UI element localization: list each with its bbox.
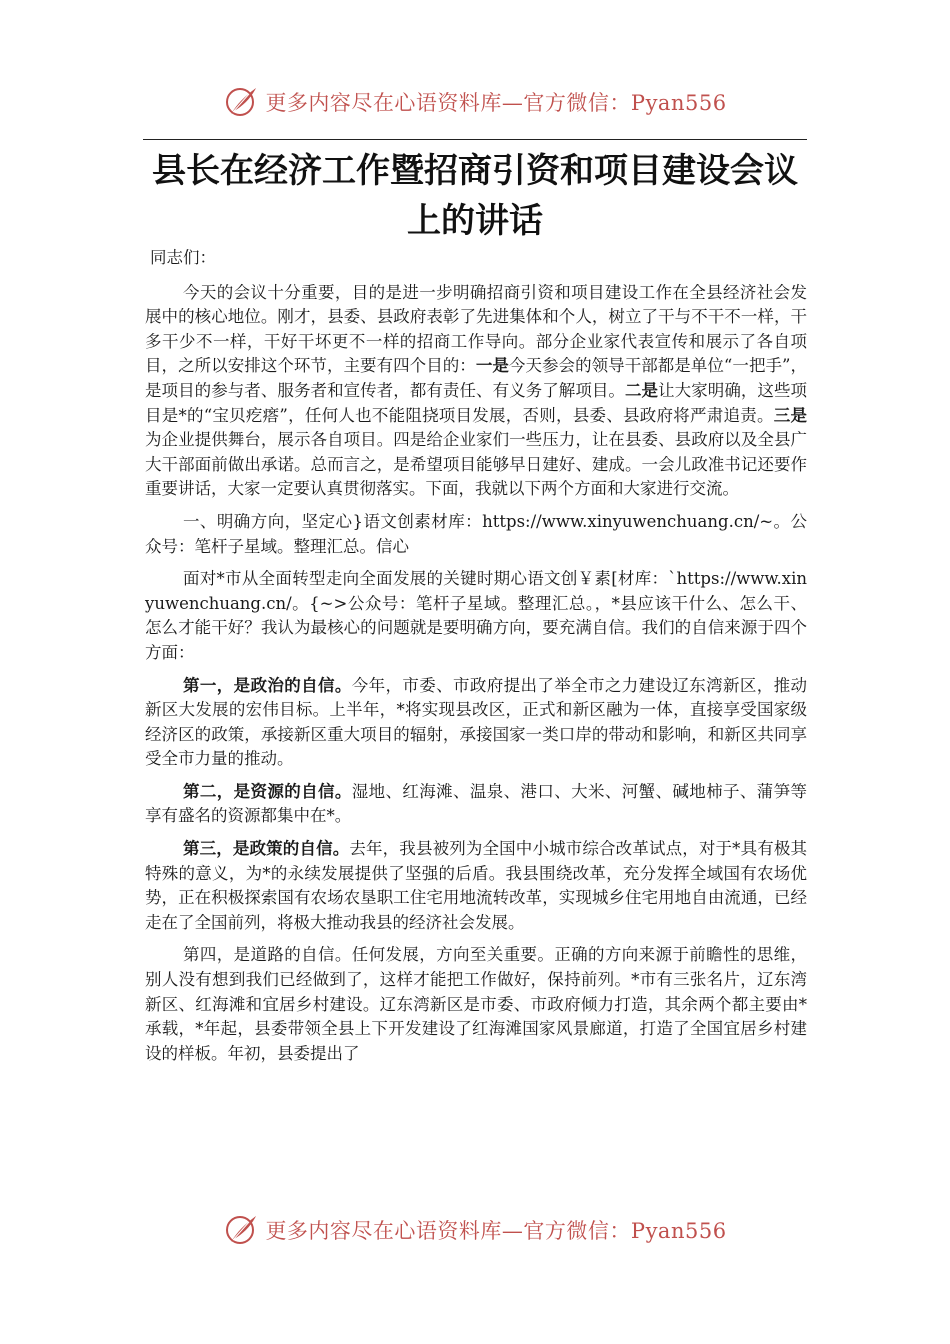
- paragraph-policy-confidence: [145, 837, 807, 935]
- point-one-lead: 一是: [475, 356, 509, 376]
- paragraph-political-confidence: [145, 674, 807, 772]
- watermark-text: 更多内容尽在心语资料库—官方微信：Pyan556: [265, 91, 727, 115]
- section-heading-1: 一、明确方向，坚定心}语文创素材库：https://www.xinyuwenchuang.cn/~。公众号：笔杆子星域。整理汇总。信心: [145, 511, 807, 556]
- watermark-text: 更多内容尽在心语资料库—官方微信：Pyan556: [265, 1219, 727, 1243]
- point-two-lead: 二是: [625, 380, 659, 400]
- paragraph-resource-confidence: [145, 780, 807, 829]
- intro-text-4: 为企业提供舞台，展示各自项目。四是给企业家们一些压力，让在县委、县政府以及全县广大干部面前做出承诺。总而言之，是希望项目能够早日建好、建成。一会儿政准书记还要作重要讲话，大家一定要认真贯彻落实。下面，我就以下两个方面和大家进行交流。: [145, 430, 807, 499]
- footer-watermark: [0, 1210, 950, 1250]
- paragraph-intro: [145, 281, 807, 502]
- greeting: 同志们：: [149, 248, 216, 267]
- political-text: 今年，市委、市政府提出了举全市之力建设辽东湾新区，推动新区大发展的宏伟目标。上半年，*将实现县改区，正式和新区融为一体，直接享受国家级经济区的政策，承接新区重大项目的辐射，承接国家一类口岸的带动和影响，和新区共同享受全市力量的推动。: [145, 675, 808, 769]
- document-body: [145, 246, 807, 1074]
- intro-text-1: 今天的会议十分重要，目的是进一步明确招商引资和项目建设工作在全县经济社会发展中的核心地位。刚才，县委、县政府表彰了先进集体和个人，树立了干与不干不一样，干多干少不一样，干好干坏更不一样的招商工作导向。部分企业家代表宣传和展示了各自项目，之所以安排这个环节，主要有四个目的：: [145, 282, 807, 376]
- policy-lead: 第三，是政策的自信。: [182, 839, 350, 859]
- resource-text: 湿地、红海滩、温泉、港口、大米、河蟹、碱地柿子、蒲笋等享有盛名的资源都集中在*。: [145, 781, 808, 826]
- policy-text: 去年，我县被列为全国中小城市综合改革试点，对于*具有极其特殊的意义，为*的永续发展提供了坚强的后盾。我县围绕改革，充分发挥全域国有农场优势，正在积极探索国有农场农垦职工住宅用地流转改革，实现城乡住宅用地自由流通，已经走在了全国前列，将极大推动我县的经济社会发展。: [145, 839, 808, 932]
- feather-pen-logo-icon: [223, 84, 259, 120]
- title-divider: [143, 139, 807, 140]
- point-three-lead: 三是: [773, 405, 807, 425]
- resource-lead: 第二，是资源的自信。: [182, 781, 352, 801]
- header-watermark: [0, 82, 950, 122]
- political-lead: 第一，是政治的自信。: [182, 675, 352, 695]
- feather-pen-logo-icon: [223, 1212, 259, 1248]
- intro-text-2: 今天参会的领导干部都是单位“一把手”，是项目的参与者、服务者和宣传者，都有责任、有义务了解项目。: [145, 356, 808, 400]
- paragraph-direction: 面对*市从全面转型走向全面发展的关键时期心语文创￥素[材库：`https://www.xinyuwenchuang.cn/。{~>公众号：笔杆子星域。整理汇总。，*县应该干什么、怎么干、怎么才能干好？我认为最核心的问题就是要明确方向，要充满自信。我们的自信来源于四个方面：: [145, 569, 807, 662]
- paragraph-path-confidence: 第四，是道路的自信。任何发展，方向至关重要。正确的方向来源于前瞻性的思维，别人没有想到我们已经做到了，这样才能把工作做好，保持前列。*市有三张名片，辽东湾新区、红海滩和宜居乡村建设。辽东湾新区是市委、市政府倾力打造，其余两个都主要由*承载，*年起，县委带领全县上下开发建设了红海滩国家风景廊道，打造了全国宜居乡村建设的样板。年初，县委提出了: [145, 945, 807, 1063]
- document-title: 县长在经济工作暨招商引资和项目建设会议上的讲话: [152, 151, 798, 241]
- intro-text-3: 让大家明确，这些项目是*的“宝贝疙瘩”，任何人也不能阻挠项目发展，否则，县委、县政府将严肃追责。: [145, 380, 808, 425]
